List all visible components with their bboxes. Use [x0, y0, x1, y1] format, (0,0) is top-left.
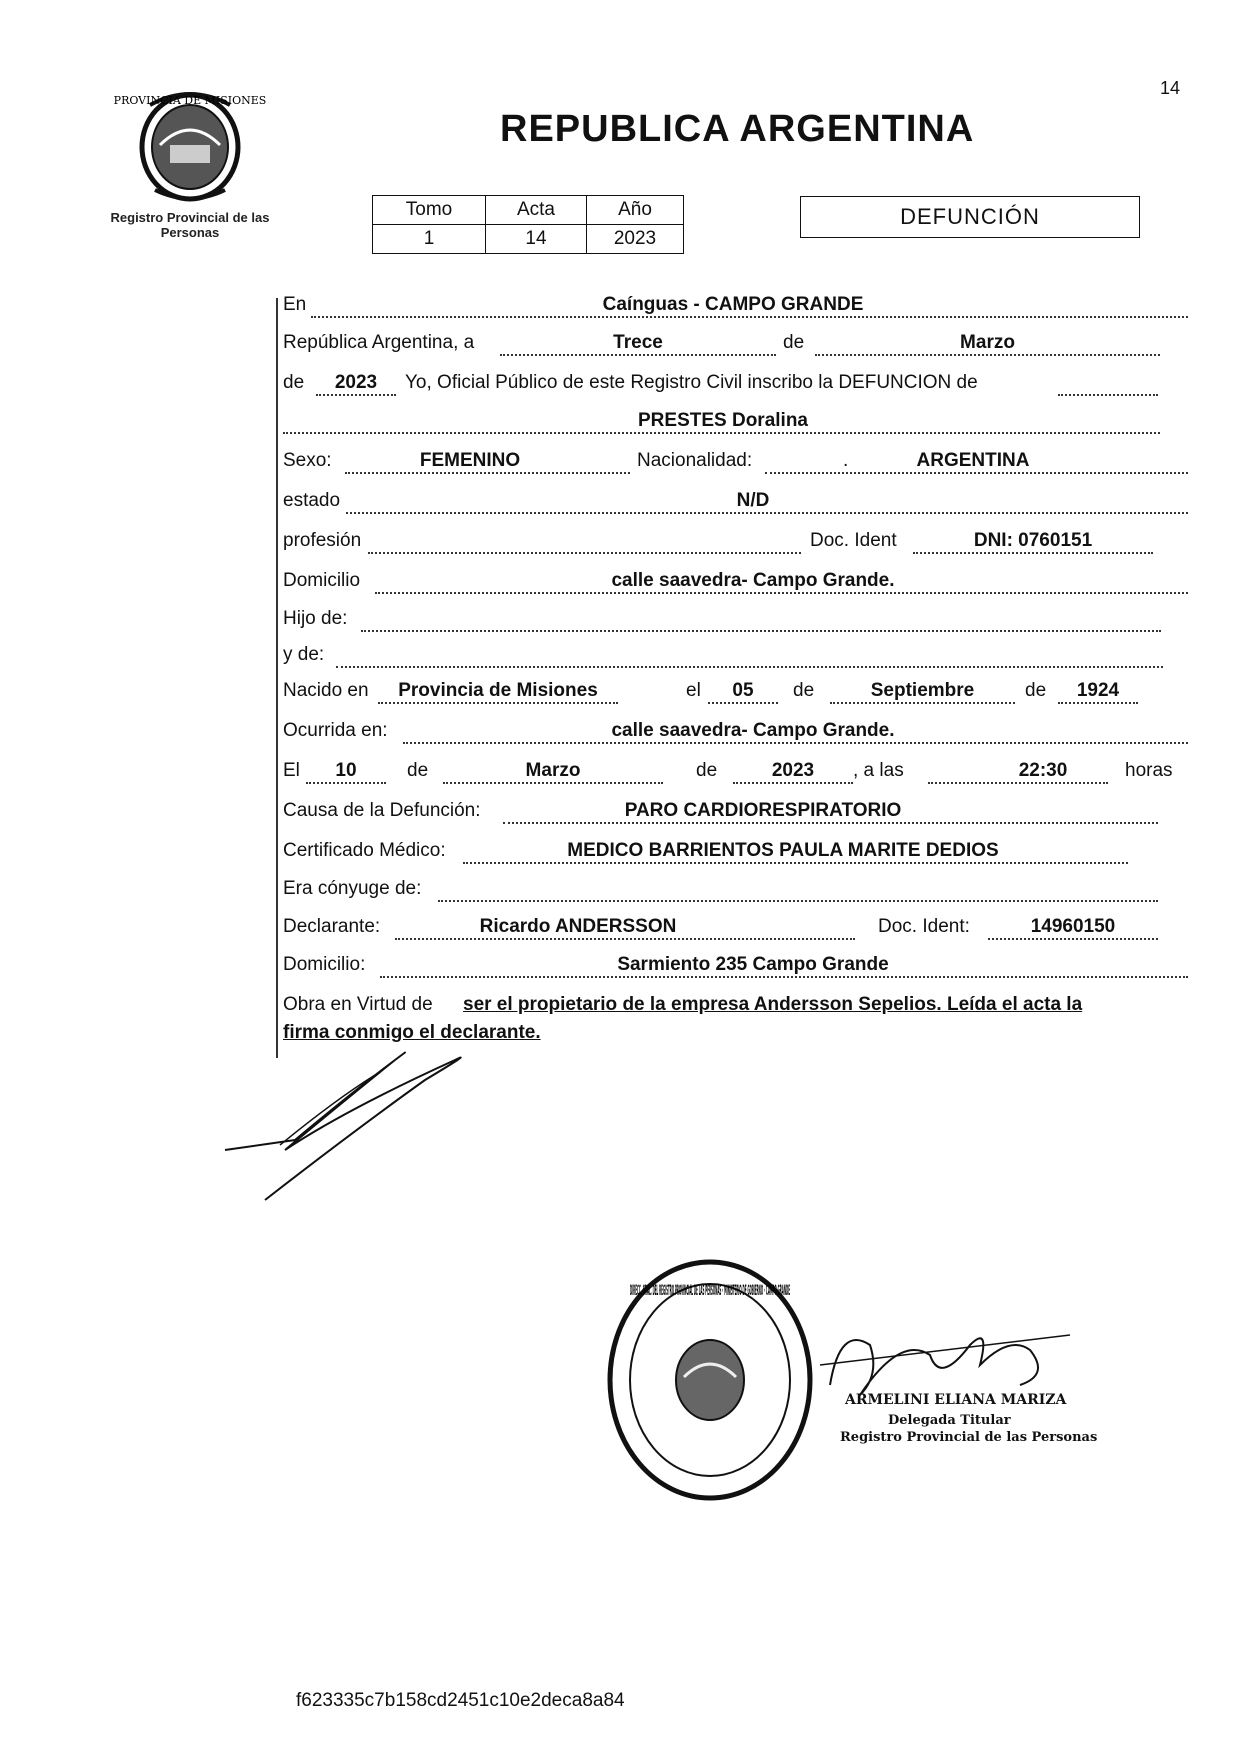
dotted-line [336, 665, 1163, 668]
form-line-spouse [283, 874, 1188, 904]
month-value: Marzo [960, 332, 1015, 353]
label-ocurrida-en: Ocurrida en: [283, 720, 388, 741]
death-day-value: 10 [335, 760, 357, 781]
form-line-declarant [283, 912, 1188, 942]
provincial-emblem-icon [113, 85, 267, 205]
death-time-value: 22:30 [1018, 760, 1068, 781]
sex-value: FEMENINO [419, 450, 521, 471]
form-line-civil-status [283, 486, 1188, 516]
death-place-value: calle saavedra- Campo Grande. [611, 720, 895, 741]
label-estado: estado [283, 490, 341, 511]
official-role: Delegada Titular [888, 1413, 1011, 1428]
basis-line-2: firma conmigo el declarante. [283, 1022, 541, 1043]
form-line-father [283, 604, 1188, 634]
form-line-certificate [283, 836, 1188, 866]
label-El: El [283, 760, 300, 781]
civil-status-value: N/D [736, 490, 770, 511]
year-value: 2023 [334, 372, 378, 393]
form-line-profession [283, 526, 1188, 556]
record-type-box: DEFUNCIÓN [800, 196, 1140, 238]
birth-place-value: Provincia de Misiones [398, 680, 598, 701]
form-line-mother [283, 640, 1188, 670]
seal-text: DIRECC. GRAL. DEL REGISTRO PROVINCIAL DE LAS PERSONAS · MINISTERIO DE GOBIERNO · CAMPO GRANDE [630, 1283, 790, 1299]
label-domicilio2: Domicilio: [283, 954, 366, 975]
label-de: de [696, 760, 718, 781]
tomo-value: 1 [373, 225, 486, 254]
label-conyuge: Era cónyuge de: [283, 878, 422, 899]
label-domicilio: Domicilio [283, 570, 361, 591]
deceased-name: PRESTES Doralina [638, 410, 808, 431]
official-office: Registro Provincial de las Personas [840, 1430, 1098, 1445]
label-profesion: profesión [283, 530, 362, 551]
form-line-basis [283, 990, 1188, 1020]
dotted-line [1058, 393, 1158, 396]
document-hash: f623335c7b158cd2451c10e2deca8a84 [296, 1690, 625, 1711]
death-year-value: 2023 [771, 760, 815, 781]
form-line-declarant-address [283, 950, 1188, 980]
left-margin-rule [276, 298, 278, 1058]
declarant-doc-value: 14960150 [1030, 916, 1116, 937]
label-hijo-de: Hijo de: [283, 608, 348, 629]
label-republica: República Argentina, a [283, 332, 475, 353]
label-el: el [686, 680, 701, 701]
label-nacionalidad: Nacionalidad: [637, 450, 753, 471]
label-horas: horas [1125, 760, 1173, 781]
form-line-death-date [283, 756, 1188, 786]
emblem-text: PROVINCIA DE MISIONES [113, 94, 267, 107]
declarant-signature [225, 1040, 485, 1200]
cause-value: PARO CARDIORESPIRATORIO [624, 800, 902, 821]
day-value: Trece [613, 332, 663, 353]
form-line-address [283, 566, 1188, 596]
nationality-value: ARGENTINA [916, 450, 1030, 471]
label-de: de [783, 332, 805, 353]
declarant-value: Ricardo ANDERSSON [479, 916, 677, 937]
birth-month-value: Septiembre [870, 680, 975, 701]
basis-line-1: ser el propietario de la empresa Andersson Sepelios. Leída el acta la [463, 994, 1083, 1015]
form-line-registrar [283, 368, 1188, 398]
form-line-death-place [283, 716, 1188, 746]
birth-day-value: 05 [732, 680, 754, 701]
nationality-dot: . [843, 450, 849, 471]
label-nacido-en: Nacido en [283, 680, 369, 701]
document-value: DNI: 0760151 [973, 530, 1093, 551]
birth-year-value: 1924 [1076, 680, 1120, 701]
acta-label: Acta [486, 196, 587, 225]
agency-name: Registro Provincial de las Personas [110, 210, 270, 240]
form-line-birth [283, 676, 1188, 706]
label-obra: Obra en Virtud de [283, 994, 433, 1015]
label-en: En [283, 294, 307, 315]
page-number: 14 [1160, 78, 1181, 98]
label-causa: Causa de la Defunción: [283, 800, 481, 821]
label-declarante: Declarante: [283, 916, 381, 937]
official-name: ARMELINI ELIANA MARIZA [845, 1392, 1067, 1408]
label-de: de [283, 372, 305, 393]
form-line-name [283, 406, 1188, 436]
certificate-value: MEDICO BARRIENTOS PAULA MARITE DEDIOS [567, 840, 999, 861]
label-sexo: Sexo: [283, 450, 332, 471]
label-yo: Yo, Oficial Público de este Registro Civil inscribo la DEFUNCION de [405, 372, 978, 393]
form-line-place [283, 290, 1188, 320]
form-line-sex [283, 446, 1188, 476]
label-de: de [793, 680, 815, 701]
tomo-label: Tomo [373, 196, 486, 225]
dotted-line [368, 551, 801, 554]
anio-value: 2023 [587, 225, 684, 254]
label-de: de [1025, 680, 1047, 701]
form-line-date [283, 328, 1188, 358]
death-month-value: Marzo [525, 760, 581, 781]
label-certificado: Certificado Médico: [283, 840, 446, 861]
label-de: de [407, 760, 429, 781]
dotted-line [438, 899, 1158, 902]
place-value: Caínguas - CAMPO GRANDE [602, 294, 864, 315]
label-y-de: y de: [283, 644, 325, 665]
document-title: REPUBLICA ARGENTINA [500, 108, 975, 150]
label-a-las: , a las [853, 760, 904, 781]
dotted-line [361, 629, 1161, 632]
form-line-cause [283, 796, 1188, 826]
label-doc-ident: Doc. Ident [810, 530, 897, 551]
official-seal [600, 1255, 820, 1505]
acta-value: 14 [486, 225, 587, 254]
label-doc-ident2: Doc. Ident: [878, 916, 970, 937]
declarant-address-value: Sarmiento 235 Campo Grande [617, 954, 889, 975]
address-value: calle saavedra- Campo Grande. [611, 570, 895, 591]
registry-table [372, 195, 684, 254]
anio-label: Año [587, 196, 684, 225]
